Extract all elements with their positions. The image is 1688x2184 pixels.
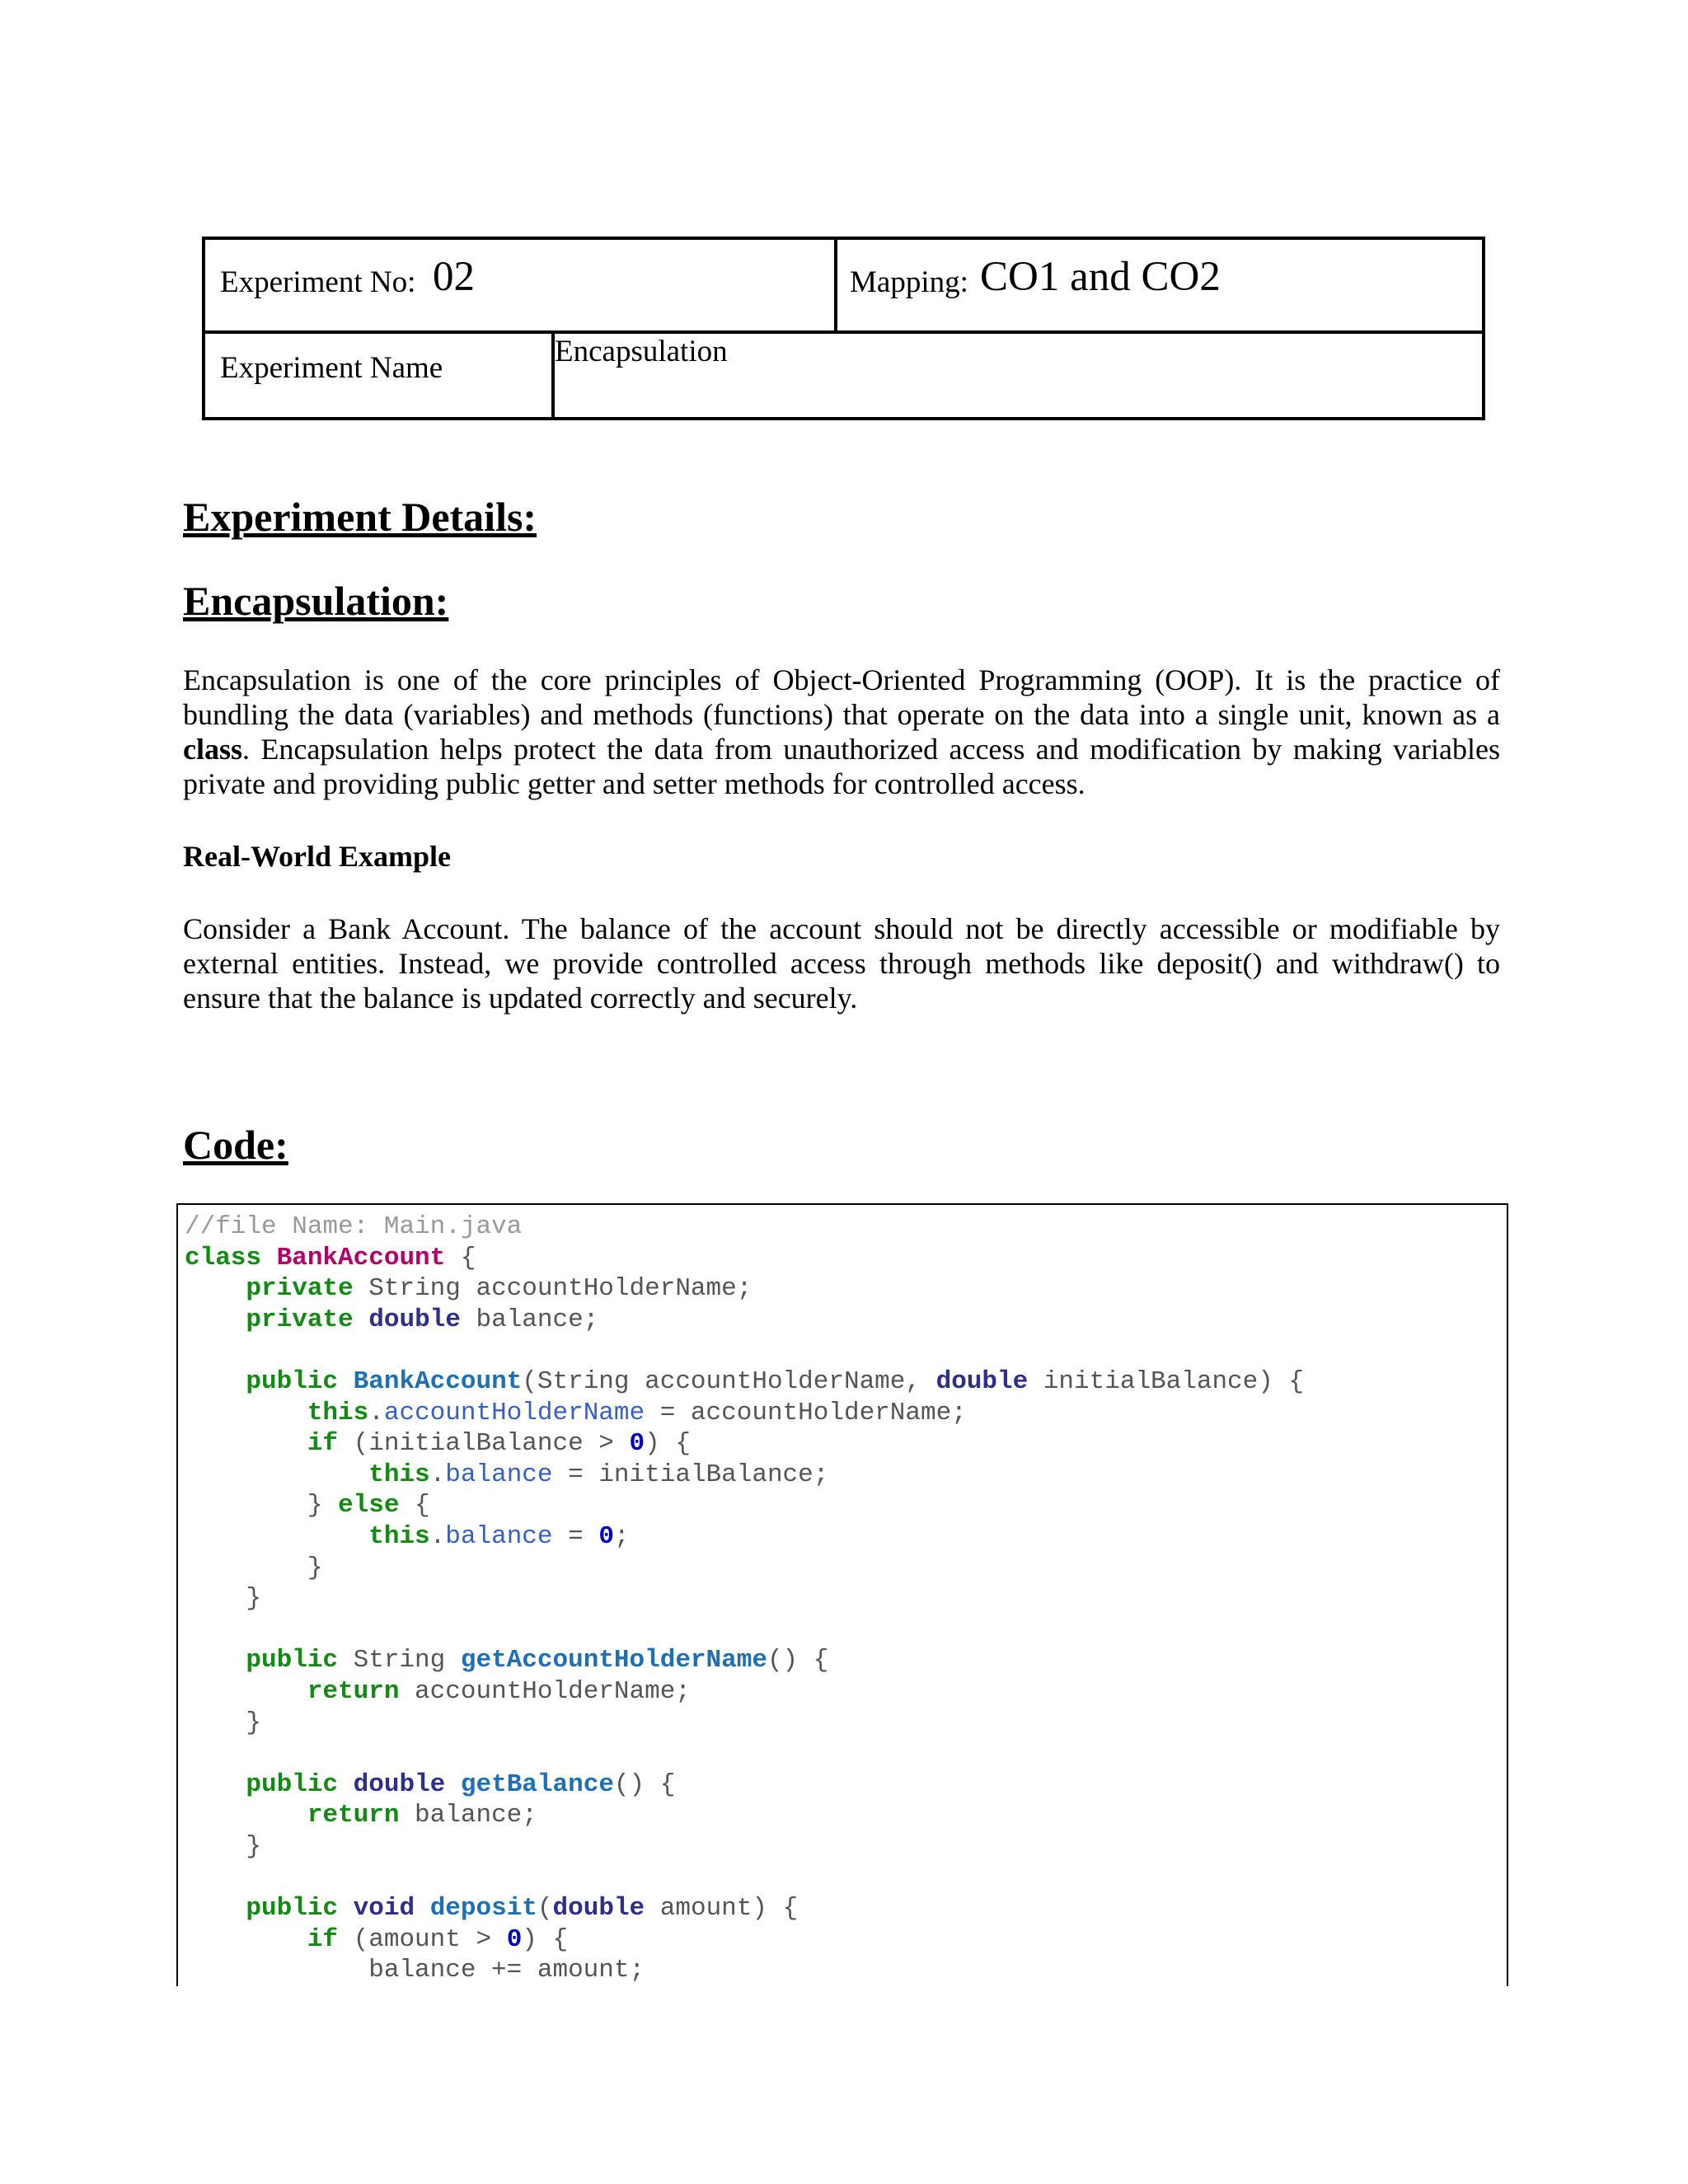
code-token-plain xyxy=(185,1429,307,1458)
code-token-plain xyxy=(445,1770,461,1799)
code-line xyxy=(185,1212,1304,1243)
code-token-keyword: return xyxy=(307,1676,400,1706)
experiment-details-heading: Experiment Details: xyxy=(183,494,537,540)
code-token-number: 0 xyxy=(506,1924,523,1954)
code-token-keyword: public xyxy=(246,1646,339,1675)
code-token-plain xyxy=(185,1399,307,1427)
code-token-keyword: else xyxy=(338,1491,400,1521)
code-token-plain xyxy=(338,1894,354,1923)
code-token-plain: = initialBalance; xyxy=(552,1460,829,1489)
code-token-plain: balance; xyxy=(399,1801,537,1830)
example-heading: Real-World Example xyxy=(183,840,451,873)
example-paragraph xyxy=(183,912,1500,1015)
paragraph-line xyxy=(183,732,1500,766)
code-token-keyword: public xyxy=(246,1894,339,1924)
code-token-plain: amount) { xyxy=(645,1894,799,1924)
code-token-plain: } xyxy=(185,1584,262,1614)
code-token-plain xyxy=(185,1367,246,1396)
code-line xyxy=(185,1955,1304,1986)
code-token-method: BankAccount xyxy=(353,1366,523,1396)
code-line xyxy=(185,1428,1304,1460)
paragraph-line: ensure that the balance is updated correctly and securely. xyxy=(183,982,858,1015)
code-token-classname: BankAccount xyxy=(276,1243,446,1272)
experiment-header-table xyxy=(202,237,1485,420)
code-token-plain xyxy=(185,1460,368,1489)
code-token-plain xyxy=(338,1770,354,1799)
code-token-field: balance xyxy=(445,1521,553,1551)
code-line xyxy=(185,1490,1304,1521)
code-line xyxy=(185,1645,1304,1676)
code-token-plain xyxy=(261,1244,277,1272)
code-token-plain xyxy=(185,1770,246,1799)
code-token-plain: { xyxy=(445,1243,476,1272)
code-token-plain: ) { xyxy=(645,1429,691,1459)
code-line xyxy=(185,1800,1304,1831)
code-token-plain: . xyxy=(429,1460,446,1489)
code-token-plain: { xyxy=(399,1491,430,1521)
paragraph-line-rest: . Encapsulation helps protect the data from unauthorized access and modification by making variables xyxy=(242,733,1500,766)
code-token-plain: balance; xyxy=(460,1305,599,1334)
code-line xyxy=(185,1676,1304,1708)
code-token-type: void xyxy=(353,1894,415,1924)
paragraph-line: bundling the data (variables) and methods (functions) that operate on the data into a single unit, known as a xyxy=(183,698,1500,731)
code-token-plain: . xyxy=(368,1398,384,1427)
intro-paragraph xyxy=(183,663,1500,801)
paragraph-line: private and providing public getter and setter methods for controlled access. xyxy=(183,767,1085,800)
code-token-plain xyxy=(185,1522,368,1551)
code-token-plain: String xyxy=(338,1646,461,1675)
code-token-keyword: private xyxy=(246,1305,354,1334)
code-line xyxy=(185,1862,1304,1893)
code-token-plain: } xyxy=(185,1553,323,1582)
code-token-plain xyxy=(185,1894,246,1923)
code-listing xyxy=(185,1212,1304,1986)
code-token-type: double xyxy=(353,1769,446,1799)
code-token-plain: (initialBalance > xyxy=(338,1429,630,1459)
code-line xyxy=(185,1460,1304,1491)
code-line xyxy=(185,1924,1304,1956)
code-token-plain xyxy=(185,1646,246,1675)
code-token-plain: (amount > xyxy=(338,1924,507,1954)
experiment-name-value: Encapsulation xyxy=(555,335,728,368)
code-line xyxy=(185,1273,1304,1305)
experiment-name-label: Experiment Name xyxy=(220,351,443,385)
code-token-plain xyxy=(185,1305,246,1334)
code-line xyxy=(185,1708,1304,1739)
code-token-plain xyxy=(185,1274,246,1303)
experiment-no-label: Experiment No: xyxy=(220,265,416,299)
code-line xyxy=(185,1366,1304,1398)
code-token-field: accountHolderName xyxy=(383,1398,645,1427)
code-token-plain: } xyxy=(185,1831,262,1861)
code-token-plain: } xyxy=(185,1708,262,1737)
code-line xyxy=(185,1769,1304,1801)
code-token-plain xyxy=(354,1305,369,1334)
mapping-label: Mapping: xyxy=(850,265,968,299)
code-token-method: getBalance xyxy=(460,1769,614,1799)
code-line xyxy=(185,1243,1304,1274)
code-token-method: getAccountHolderName xyxy=(460,1646,767,1675)
code-token-plain: initialBalance) { xyxy=(1028,1366,1305,1396)
code-token-method: deposit xyxy=(429,1894,537,1924)
code-block xyxy=(176,1203,1508,1986)
code-token-plain: String accountHolderName; xyxy=(353,1274,753,1304)
code-token-plain: () { xyxy=(613,1769,676,1799)
bold-term: class xyxy=(183,733,242,766)
paragraph-line: Encapsulation is one of the core principles of Object-Oriented Programming (OOP). It is the practice of xyxy=(183,663,1500,696)
code-token-keyword: public xyxy=(246,1769,339,1799)
code-line xyxy=(185,1893,1304,1924)
code-token-type: double xyxy=(368,1305,461,1334)
paragraph-line: Consider a Bank Account. The balance of the account should not be directly accessible or modifiable by xyxy=(183,912,1500,945)
code-line xyxy=(185,1738,1304,1769)
code-token-plain: ( xyxy=(537,1894,553,1924)
code-token-comment: //file Name: Main.java xyxy=(185,1212,523,1241)
code-token-plain xyxy=(338,1367,354,1396)
code-token-keyword: this xyxy=(368,1521,430,1551)
code-token-field: balance xyxy=(445,1460,553,1489)
code-token-keyword: public xyxy=(246,1366,339,1396)
code-line xyxy=(185,1335,1304,1366)
code-token-plain xyxy=(185,1677,307,1706)
code-token-type: double xyxy=(935,1366,1029,1396)
code-token-keyword: this xyxy=(368,1460,430,1489)
code-token-keyword: private xyxy=(246,1274,354,1304)
paragraph-line: external entities. Instead, we provide controlled access through methods like deposit() and withdraw() to xyxy=(183,947,1500,980)
code-token-keyword: if xyxy=(307,1429,339,1459)
code-token-keyword: this xyxy=(307,1398,369,1427)
code-line xyxy=(185,1583,1304,1615)
code-token-type: double xyxy=(552,1894,645,1924)
code-token-number: 0 xyxy=(629,1429,645,1459)
encapsulation-heading: Encapsulation: xyxy=(183,578,449,624)
mapping-value: CO1 and CO2 xyxy=(980,254,1221,300)
code-token-keyword: if xyxy=(307,1924,339,1954)
code-token-plain: balance += amount; xyxy=(185,1956,645,1985)
code-line xyxy=(185,1553,1304,1584)
code-heading: Code: xyxy=(183,1122,288,1168)
code-token-plain: accountHolderName; xyxy=(399,1676,691,1706)
code-token-plain: (String accountHolderName, xyxy=(522,1366,936,1396)
code-token-keyword: class xyxy=(185,1243,262,1272)
experiment-no-value: 02 xyxy=(433,254,475,300)
code-line xyxy=(185,1831,1304,1863)
code-line xyxy=(185,1521,1304,1553)
code-token-plain xyxy=(185,1925,307,1954)
code-token-keyword: return xyxy=(307,1801,400,1830)
code-line xyxy=(185,1398,1304,1429)
code-line xyxy=(185,1615,1304,1646)
code-token-plain: . xyxy=(429,1521,446,1551)
header-divider xyxy=(834,240,837,330)
code-token-plain: () { xyxy=(767,1646,829,1675)
code-token-plain xyxy=(415,1894,430,1923)
code-token-plain: ; xyxy=(613,1521,630,1551)
code-token-number: 0 xyxy=(598,1521,614,1551)
code-token-plain: = xyxy=(552,1521,599,1551)
code-token-plain: } xyxy=(185,1491,339,1521)
code-line xyxy=(185,1305,1304,1336)
code-token-plain: ) { xyxy=(522,1924,569,1954)
code-token-plain xyxy=(185,1801,307,1830)
code-token-plain: = accountHolderName; xyxy=(645,1398,967,1427)
